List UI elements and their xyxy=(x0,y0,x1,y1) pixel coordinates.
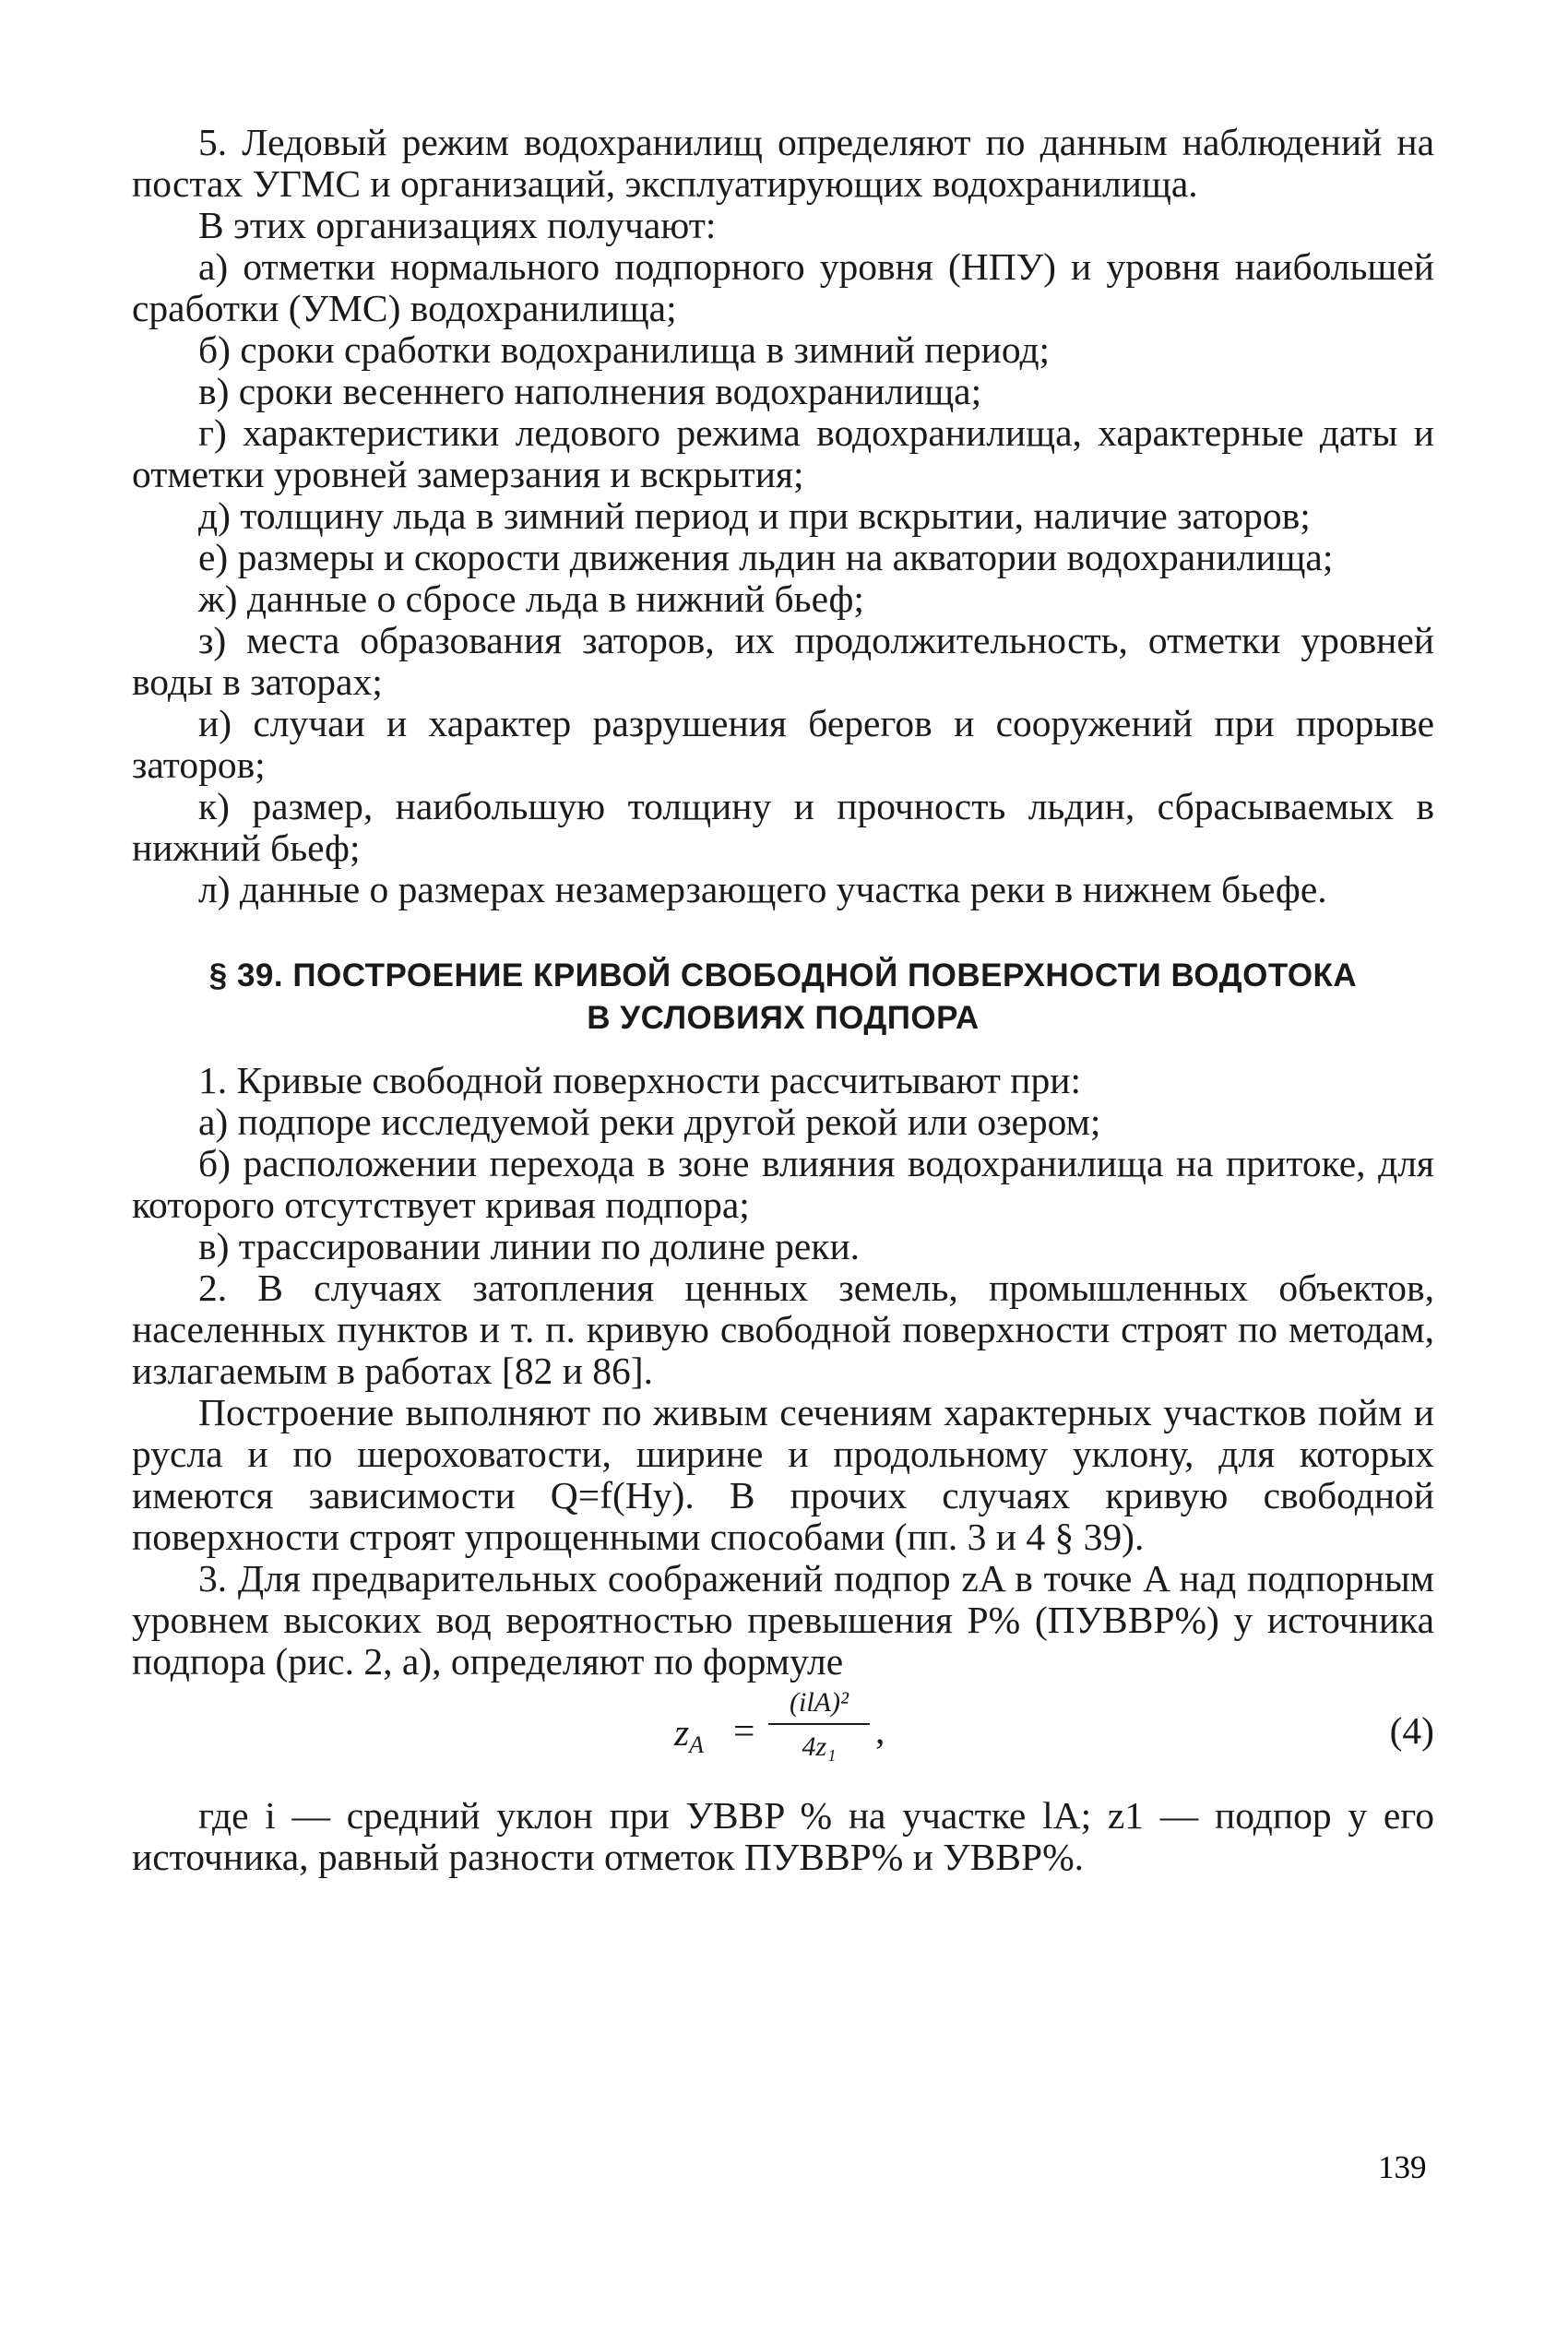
list-item: ж) данные о сбросе льда в нижний бьеф; xyxy=(198,577,864,620)
section-heading-line2: В УСЛОВИЯХ ПОДПОРА xyxy=(587,1000,980,1036)
formula-lhs: $z_A$ xyxy=(674,1711,705,1758)
paragraph-5: где i — средний уклон при УВВP % на участке lA; z1 — подпор у его источника, равный разности отметок ПУВВP% и УВВP%. xyxy=(132,1794,1434,1878)
list-item: г) характеристики ледового режима водохранилища, характерные даты и отметки уровней замерзания и вскрытия; xyxy=(132,411,1434,495)
list-item: в) сроки весеннего наполнения водохранилища; xyxy=(198,370,982,412)
spacer xyxy=(132,910,1434,955)
formula-numerator: (ilA)² xyxy=(790,1687,849,1718)
formula-number: (4) xyxy=(1389,1709,1434,1752)
paragraph-4: 3. Для предварительных соображений подпор zA в точке A над подпорным уровнем высоких вод вероятностью превышения P% (ПУВВP%) у источника подпора (рис. 2, а), определяют по формуле xyxy=(132,1557,1434,1683)
list-item: б) расположении перехода в зоне влияния водохранилища на притоке, для которого отсутствует кривая подпора; xyxy=(132,1142,1434,1226)
section-heading-line1: § 39. ПОСТРОЕНИЕ КРИВОЙ СВОБОДНОЙ ПОВЕРХНОСТИ ВОДОТОКА xyxy=(208,957,1358,993)
list-item: а) отметки нормального подпорного уровня (НПУ) и уровня наибольшей сработки (УМС) водохранилища; xyxy=(132,245,1434,329)
formula-comma: , xyxy=(875,1709,885,1752)
list-item: а) подпоре исследуемой реки другой рекой или озером; xyxy=(198,1100,1101,1143)
formula-equals: = xyxy=(733,1709,755,1752)
paragraph-1: 1. Кривые свободной поверхности рассчитывают при: xyxy=(198,1059,1081,1101)
list-item: е) размеры и скорости движения льдин на акватории водохранилища; xyxy=(198,536,1334,578)
formula-4 xyxy=(132,1686,1434,1790)
paragraph-lead: В этих организациях получают: xyxy=(198,204,717,246)
paragraph-3: Построение выполняют по живым сечениям характерных участков пойм и русла и по шероховатости, ширине и продольному уклону, для которых имеются зависимости Q=f(Hу). В прочих случаях кривую свободной поверхности строят упрощенными способами (пп. 3 и 4 § 39). xyxy=(132,1391,1434,1558)
list-item: л) данные о размерах незамерзающего участка реки в нижнем бьефе. xyxy=(198,868,1327,910)
paragraph-section5-intro: 5. Ледовый режим водохранилищ определяют по данным наблюдений на постах УГМС и организаций, эксплуатирующих водохранилища. xyxy=(132,121,1434,205)
list-item: д) толщину льда в зимний период и при вскрытии, наличие заторов; xyxy=(198,494,1311,537)
list-item: и) случаи и характер разрушения берегов и сооружений при прорыве заторов; xyxy=(132,702,1434,786)
formula-denominator: 4z₁ xyxy=(802,1731,837,1762)
fraction-bar xyxy=(768,1723,870,1725)
document-page xyxy=(132,122,1434,1878)
paragraph-2: 2. В случаях затопления ценных земель, промышленных объектов, населенных пунктов и т. п. кривую свободной поверхности строят по методам, излагаемым в работах [82 и 86]. xyxy=(132,1267,1434,1392)
list-item: в) трассировании линии по долине реки. xyxy=(198,1225,861,1267)
list-item: б) сроки сработки водохранилища в зимний период; xyxy=(198,328,1051,371)
list-item: к) размер, наибольшую толщину и прочность льдин, сбрасываемых в нижний бьеф; xyxy=(132,785,1434,869)
list-item: з) места образования заторов, их продолжительность, отметки уровней воды в заторах; xyxy=(132,619,1434,703)
page-number: 139 xyxy=(1378,2149,1427,2185)
formula-fraction xyxy=(768,1686,870,1764)
spacer xyxy=(132,1040,1434,1060)
